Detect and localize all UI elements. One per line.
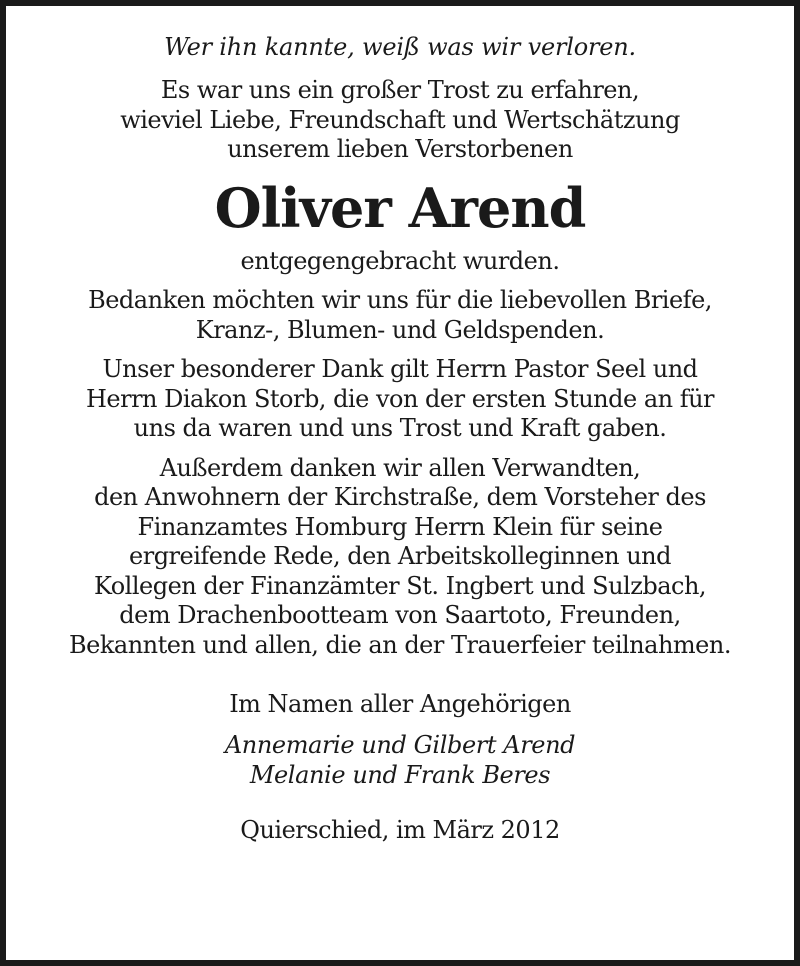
place-date-line: Quierschied, im März 2012 (240, 815, 560, 844)
others-line-6: dem Drachenbootteam von Saartoto, Freunden, (119, 601, 681, 629)
signer-2: Melanie und Frank Beres (249, 760, 551, 789)
motto-line (22, 32, 778, 62)
others-paragraph (22, 454, 778, 661)
thanks-paragraph (22, 286, 778, 345)
on-behalf-paragraph (22, 690, 778, 720)
others-line-3: Finanzamtes Homburg Herrn Klein für seine (137, 512, 663, 541)
pastor-line-3: uns da waren und uns Trost und Kraft gaben. (133, 414, 667, 442)
others-line-4: ergreifende Rede, den Arbeitskolleginnen und (129, 542, 671, 570)
motto-text: Wer ihn kannte, weiß was wir verloren. (164, 33, 636, 61)
thanks-line-2: Kranz-, Blumen- und Geldspenden. (195, 315, 605, 344)
intro-line-2: wieviel Liebe, Freundschaft und Wertschätzung (120, 105, 680, 134)
intro-line-3: unserem lieben Verstorbenen (227, 135, 573, 163)
others-line-1: Außerdem danken wir allen Verwandten, (159, 453, 641, 482)
signers-block (22, 730, 778, 790)
others-line-2: den Anwohnern der Kirchstraße, dem Vorsteher des (94, 483, 706, 511)
pastor-paragraph (22, 355, 778, 444)
on-behalf-line: Im Namen aller Angehörigen (229, 690, 571, 718)
signer-1: Annemarie und Gilbert Arend (224, 730, 576, 759)
after-name-paragraph (22, 247, 778, 277)
intro-line-1: Es war uns ein großer Trost zu erfahren, (160, 76, 640, 104)
others-line-7: Bekannten und allen, die an der Trauerfeier teilnahmen. (69, 630, 731, 659)
others-line-5: Kollegen der Finanzämter St. Ingbert und Sulzbach, (93, 571, 707, 600)
place-date-paragraph (22, 816, 778, 846)
deceased-name: Oliver Arend (214, 175, 586, 240)
pastor-line-1: Unser besonderer Dank gilt Herrn Pastor Seel und (102, 355, 698, 383)
thanks-line-1: Bedanken möchten wir uns für die liebevollen Briefe, (88, 286, 712, 314)
pastor-line-2: Herrn Diakon Storb, die von der ersten Stunde an für (85, 384, 715, 413)
intro-paragraph (22, 76, 778, 165)
after-name-line: entgegengebracht wurden. (240, 246, 560, 275)
